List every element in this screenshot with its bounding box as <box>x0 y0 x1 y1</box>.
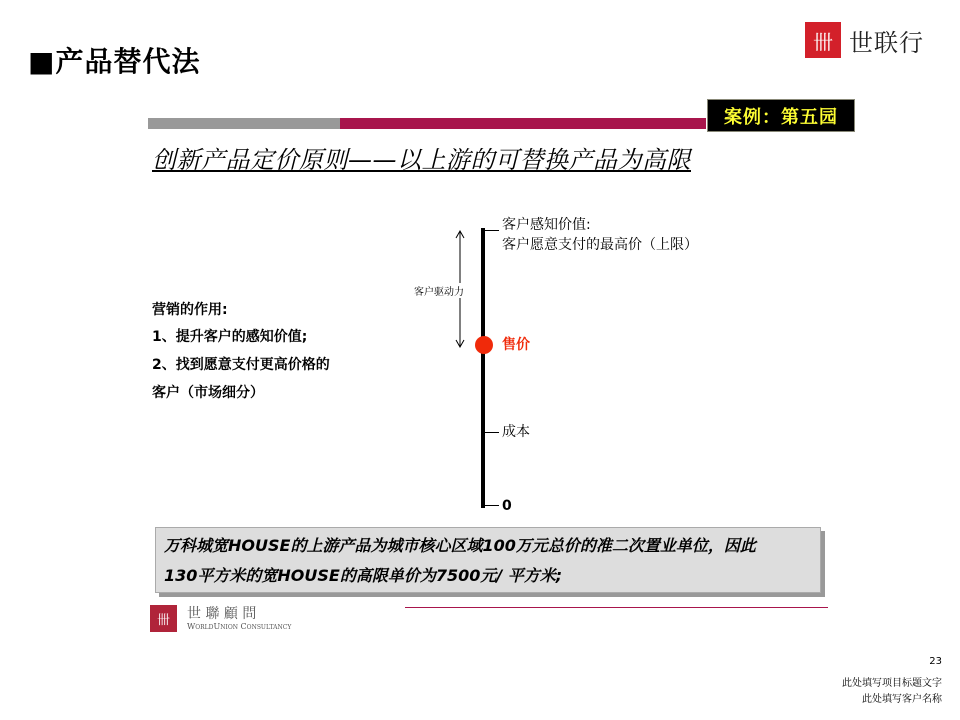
case-label: 案例：第五园 <box>707 99 855 132</box>
footer-project: 此处填写项目标题文字 <box>842 678 942 689</box>
price-label: 售价 <box>502 337 530 353</box>
page-number: 23 <box>929 656 942 667</box>
top-label-1: 客户感知价值: <box>502 217 591 233</box>
marketing-heading: 营销的作用: <box>152 302 228 318</box>
marketing-item-2b: 客户（市场细分） <box>152 385 264 401</box>
tick-cost <box>485 432 499 433</box>
price-dot <box>475 336 493 354</box>
zero-label: 0 <box>502 498 512 514</box>
driver-label: 客户驱动力 <box>414 283 464 298</box>
page-title: ■产品替代法 <box>28 45 201 78</box>
bottom-logo-icon: 卌 <box>150 605 177 632</box>
marketing-item-1: 1、提升客户的感知价值; <box>152 329 308 345</box>
top-label-2: 客户愿意支付的最高价（上限） <box>502 237 698 253</box>
marketing-item-2: 2、找到愿意支付更高价格的 <box>152 357 330 373</box>
tick-zero <box>485 505 499 506</box>
header-bar-gray <box>148 118 340 129</box>
footer-divider <box>405 607 828 608</box>
bottom-logo-cn: 世 聯 顧 問 <box>187 606 257 622</box>
footer-client: 此处填写客户名称 <box>862 694 942 705</box>
price-axis <box>481 228 485 508</box>
tick-top <box>485 230 499 231</box>
bottom-logo-en: WorldUnion Consultancy <box>187 622 292 631</box>
cost-label: 成本 <box>502 424 530 440</box>
subtitle: 创新产品定价原则——以上游的可替换产品为高限 <box>152 146 691 174</box>
note-box <box>155 527 821 593</box>
note-line-2: 130平方米的宽HOUSE的高限单价为7500元/ 平方米; <box>164 566 563 585</box>
logo-name: 世联行 <box>849 28 924 57</box>
header-bar-crimson <box>340 118 706 129</box>
note-line-1: 万科城宽HOUSE的上游产品为城市核心区域100万元总价的准二次置业单位，因此 <box>164 536 756 555</box>
logo-mark-icon: 卌 <box>805 22 841 58</box>
brand-logo <box>805 22 924 58</box>
